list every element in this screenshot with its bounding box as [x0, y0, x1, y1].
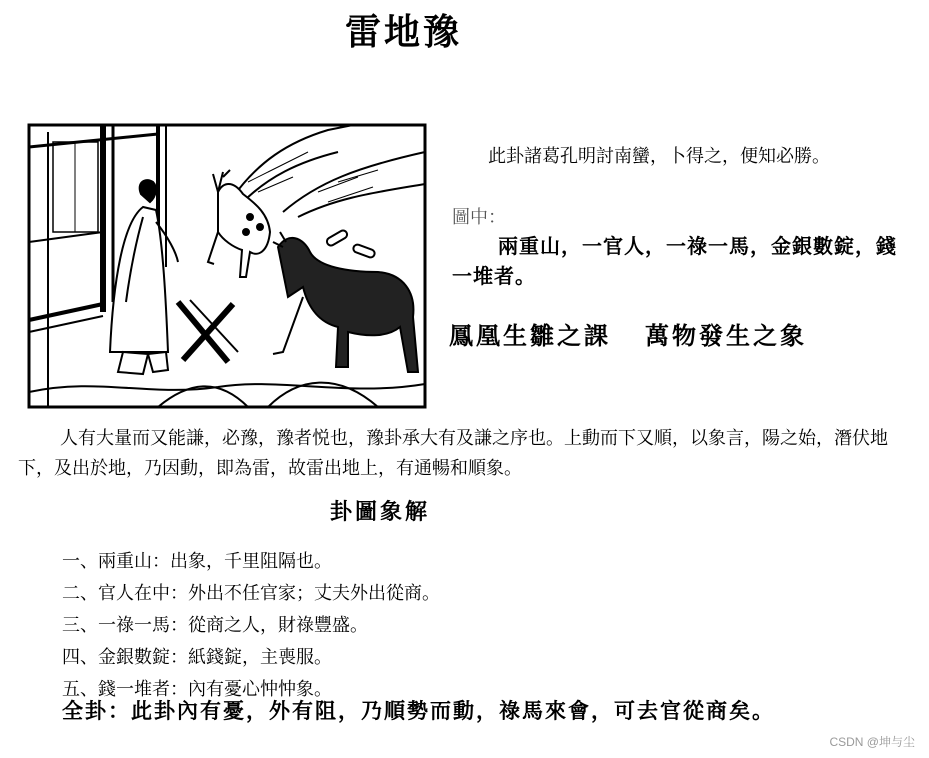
- woodcut-illustration: [18, 122, 428, 412]
- lesson-left: 鳳凰生雛之課: [449, 321, 611, 350]
- figure-items: 兩重山，一官人，一祿一馬，金銀數錠，錢一堆者。: [452, 234, 897, 288]
- summary-paragraph: 全卦：此卦內有憂，外有阻，乃順勢而動，祿馬來會，可去官從商矣。: [62, 698, 775, 723]
- lesson-right: 萬物發生之象: [645, 321, 807, 350]
- page-title: 雷地豫: [344, 11, 462, 53]
- list-item: 五、錢一堆者：內有憂心忡忡象。: [62, 679, 332, 700]
- watermark: CSDN @坤与尘: [829, 735, 915, 749]
- hexagram-intro: 此卦諸葛孔明討南蠻，卜得之，便知必勝。: [488, 146, 830, 167]
- interpretation-list: [62, 546, 440, 706]
- lesson-line: [449, 316, 807, 351]
- figure-label: 圖中：: [452, 207, 506, 228]
- section-title: 卦圖象解: [329, 499, 430, 525]
- list-item: 一、兩重山：出象，千里阻隔也。: [62, 551, 332, 572]
- list-item: 二、官人在中：外出不任官家；丈夫外出從商。: [62, 583, 440, 604]
- description-paragraph: 人有大量而又能謙，必豫，豫者悦也，豫卦承大有及謙之序也。上動而下又順，以象言，陽之始，潛伏地下，及出於地，乃因動，即為雷，故雷出地上，有通暢和順象。: [18, 428, 888, 479]
- list-item: 三、一祿一馬：從商之人，財祿豐盛。: [62, 615, 368, 636]
- list-item: 四、金銀數錠：紙錢錠，主喪服。: [62, 647, 332, 668]
